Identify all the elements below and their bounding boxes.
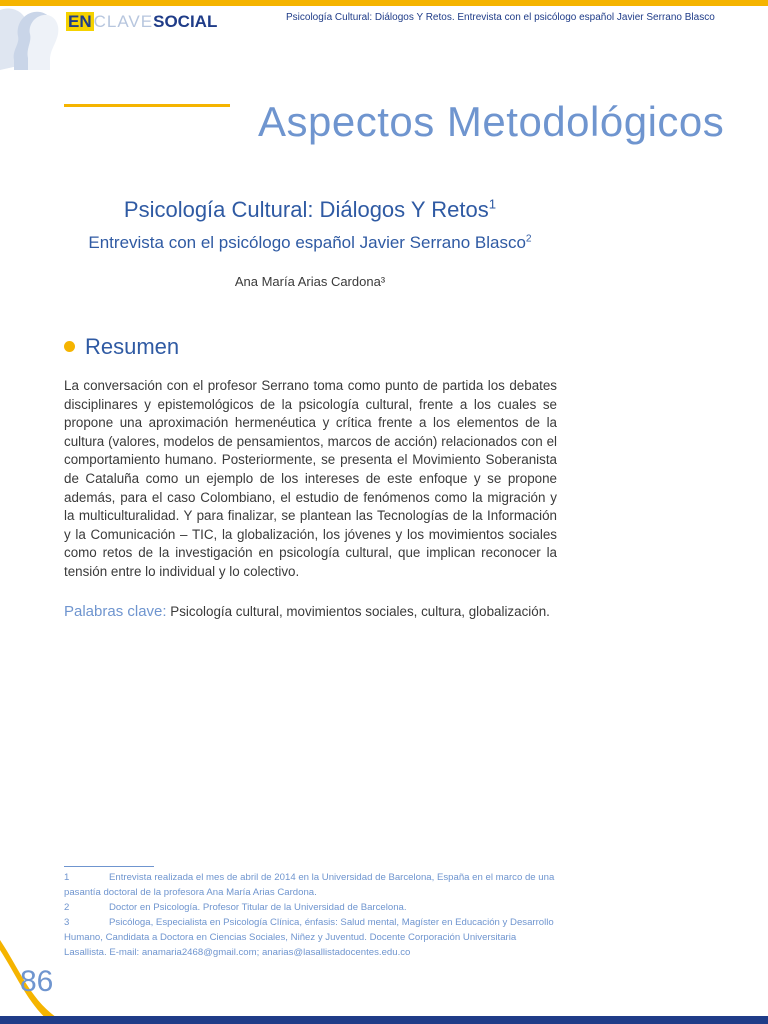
footnote-2 xyxy=(64,900,557,915)
keywords-text: Psicología cultural, movimientos sociales, cultura, globalización. xyxy=(166,604,550,619)
journal-brand xyxy=(66,12,217,32)
abstract-paragraph: La conversación con el profesor Serrano toma como punto de partida los debates disciplinares y epistemológicos de la psicología cultural, frente a los cuales se propone una aproximación hermenéutica y crítica frente a los elementos de la cultura (valores, modelos de pensamientos, marcos de acción) relacionados con el comportamiento humano. Posteriormente, se presenta el Movimiento Soberanista de Cataluña como un ejemplo de los intereses de este enfoque y se propone además, para el caso Colombiano, el estudio de fenómenos como la migración y la multiculturalidad. Y para finalizar, se plantean las Tecnologías de la Información y la Comunicación – TIC, la globalización, los jóvenes y los movimientos sociales como retos de la investigación en psicología cultural, que implican reconocer la tensión entre lo individual y lo colectivo. xyxy=(64,378,557,579)
footnote-1 xyxy=(64,870,557,900)
footnote-rule xyxy=(64,866,154,867)
running-head: Psicología Cultural: Diálogos Y Retos. Entrevista con el psicólogo español Javier Serrano Blasco xyxy=(286,12,715,23)
section-title: Aspectos Metodológicos xyxy=(258,98,725,145)
footnote-text: Psicóloga, Especialista en Psicología Clínica, énfasis: Salud mental, Magíster en Educación y Desarrollo Humano, Candidata a Doctora en Ciencias Sociales, Niñez y Juventud. Docente Corporación Universitaria Lasallista. E-mail: anamaria2468@gmail.com; anarias@lasallistadocentes.edu.co xyxy=(64,917,554,958)
article-subtitle-note: 2 xyxy=(525,233,532,245)
footnote-text: Entrevista realizada el mes de abril de 2014 en la Universidad de Barcelona, España en el marco de una pasantía doctoral de la profesora Ana María Arias Cardona. xyxy=(64,872,555,898)
brand-clave: CLAVE xyxy=(93,12,154,31)
footnotes xyxy=(64,870,557,960)
article-author: Ana María Arias Cardona³ xyxy=(234,274,386,289)
article-title-note: 1 xyxy=(488,196,497,212)
footnote-number: 2 xyxy=(64,902,70,913)
brand-en: EN xyxy=(68,12,92,31)
brand-social: SOCIAL xyxy=(153,12,218,31)
page-number: 86 xyxy=(20,965,54,998)
article-title-text: Psicología Cultural: Diálogos Y Retos xyxy=(123,197,489,222)
resumen-heading-text: Resumen xyxy=(85,334,180,359)
resumen-heading xyxy=(64,334,179,360)
bullet-icon xyxy=(64,341,75,352)
keywords-label: Palabras clave: xyxy=(64,603,167,620)
footnote-text: Doctor en Psicología. Profesor Titular de la Universidad de Barcelona. xyxy=(109,902,407,913)
bottom-accent-bar xyxy=(0,1016,768,1024)
section-rule xyxy=(64,104,230,107)
footnote-3 xyxy=(64,915,557,960)
article-title xyxy=(0,197,620,223)
head-silhouette-logo xyxy=(0,0,60,70)
article-subtitle xyxy=(0,233,620,253)
footnote-number: 3 xyxy=(64,917,70,928)
keywords-line xyxy=(64,603,564,620)
footnote-number: 1 xyxy=(64,872,70,883)
top-accent-bar xyxy=(0,0,768,6)
article-subtitle-text: Entrevista con el psicólogo español Javier Serrano Blasco xyxy=(88,233,526,252)
